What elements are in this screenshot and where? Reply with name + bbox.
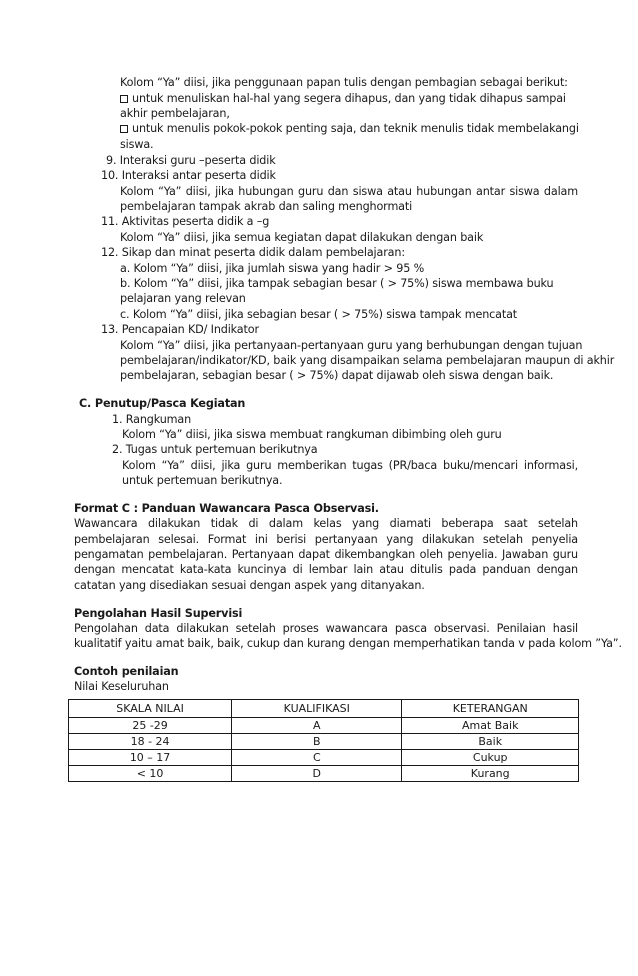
text-line: pembelajaran, sebagian besar ( > 75%) dapat dijawab oleh siswa dengan baik. (120, 369, 554, 382)
example-heading: Contoh penilaian (74, 665, 179, 678)
table-cell: Cukup (402, 750, 579, 766)
paragraph-line: dengan mencatat kata-kata kuncinya di lembar lain atau ditulis pada panduan dengan (74, 563, 578, 576)
checkbox-line-text: untuk menuliskan hal-hal yang segera dihapus, dan yang tidak dihapus sampai (132, 92, 566, 105)
paragraph-line: Wawancara dilakukan tidak di dalam kelas yang diamati beberapa saat setelah (74, 517, 578, 530)
text-line: pelajaran yang relevan (120, 292, 246, 305)
checkbox-line (120, 122, 579, 136)
checkbox-line (120, 92, 566, 106)
processing-heading: Pengolahan Hasil Supervisi (74, 607, 243, 620)
table-row (69, 750, 579, 766)
section-heading: C. Penutup/Pasca Kegiatan (79, 397, 246, 410)
format-c-heading: Format C : Panduan Wawancara Pasca Observasi. (74, 502, 379, 515)
table-row (69, 766, 579, 782)
text-line: pembelajaran/indikator/KD, baik yang disampaikan selama pembelajaran maupun di akhir (120, 354, 615, 367)
text-line: Kolom “Ya” diisi, jika siswa membuat rangkuman dibimbing oleh guru (122, 428, 502, 441)
table-row (69, 734, 579, 750)
text-line: Kolom “Ya” diisi, jika semua kegiatan dapat dilakukan dengan baik (120, 231, 484, 244)
table-cell: B (232, 734, 402, 750)
text-line: pembelajaran tampak akrab dan saling menghormati (120, 200, 413, 213)
table-cell: 25 -29 (69, 718, 232, 734)
text-line: a. Kolom “Ya” diisi, jika jumlah siswa yang hadir > 95 % (120, 262, 425, 275)
text-line: siswa. (120, 138, 154, 151)
column-header: KETERANGAN (402, 700, 579, 718)
list-item-heading: 2. Tugas untuk pertemuan berikutnya (112, 443, 318, 456)
table-header-row (69, 700, 579, 718)
list-item-heading: 13. Pencapaian KD/ Indikator (101, 323, 259, 336)
table-cell: Kurang (402, 766, 579, 782)
list-item-heading: 10. Interaksi antar peserta didik (101, 169, 276, 182)
checkbox-icon (120, 125, 128, 133)
checkbox-icon (120, 95, 128, 103)
paragraph-line: pengamatan pembelajaran. Pertanyaan dapat dikembangkan oleh penyelia. Jawaban guru (74, 548, 578, 561)
table-cell: < 10 (69, 766, 232, 782)
table-cell: 18 - 24 (69, 734, 232, 750)
table-row (69, 718, 579, 734)
text-line: akhir pembelajaran, (120, 107, 230, 120)
table-cell: D (232, 766, 402, 782)
table-cell: A (232, 718, 402, 734)
list-item-heading: 1. Rangkuman (112, 413, 192, 426)
text-line: Kolom “Ya” diisi, jika penggunaan papan tulis dengan pembagian sebagai berikut: (120, 76, 568, 89)
table-cell: Baik (402, 734, 579, 750)
text-line: Kolom “Ya” diisi, jika hubungan guru dan siswa atau hubungan antar siswa dalam (120, 185, 578, 198)
text-line: c. Kolom “Ya” diisi, jika sebagian besar ( > 75%) siswa tampak mencatat (120, 308, 518, 321)
grading-table (68, 699, 579, 782)
overall-score-label: Nilai Keseluruhan (74, 680, 169, 693)
list-item-heading: 12. Sikap dan minat peserta didik dalam pembelajaran: (101, 246, 405, 259)
paragraph-line: pembelajaran selesai. Format ini berisi pertanyaan yang dilakukan setelah penyelia (74, 533, 578, 546)
table-cell: C (232, 750, 402, 766)
text-line: b. Kolom “Ya” diisi, jika tampak sebagian besar ( > 75%) siswa membawa buku (120, 277, 554, 290)
column-header: SKALA NILAI (69, 700, 232, 718)
paragraph-line: catatan yang disediakan sesuai dengan aspek yang ditanyakan. (74, 579, 425, 592)
paragraph-line: kualitatif yaitu amat baik, baik, cukup dan kurang dengan memperhatikan tanda v pada kolom ”Ya”. (74, 637, 622, 650)
checkbox-line-text: untuk menulis pokok-pokok penting saja, dan teknik menulis tidak membelakangi (132, 122, 579, 135)
table-cell: 10 – 17 (69, 750, 232, 766)
text-line: Kolom “Ya” diisi, jika guru memberikan tugas (PR/baca buku/mencari informasi, (122, 459, 578, 472)
text-line: Kolom “Ya” diisi, jika pertanyaan-pertanyaan guru yang berhubungan dengan tujuan (120, 339, 583, 352)
column-header: KUALIFIKASI (232, 700, 402, 718)
list-item-heading: 11. Aktivitas peserta didik a –g (101, 215, 270, 228)
text-line: untuk pertemuan berikutnya. (122, 474, 283, 487)
table-cell: Amat Baik (402, 718, 579, 734)
paragraph-line: Pengolahan data dilakukan setelah proses wawancara pasca observasi. Penilaian hasil (74, 622, 578, 635)
list-item-heading: 9. Interaksi guru –peserta didik (106, 154, 276, 167)
